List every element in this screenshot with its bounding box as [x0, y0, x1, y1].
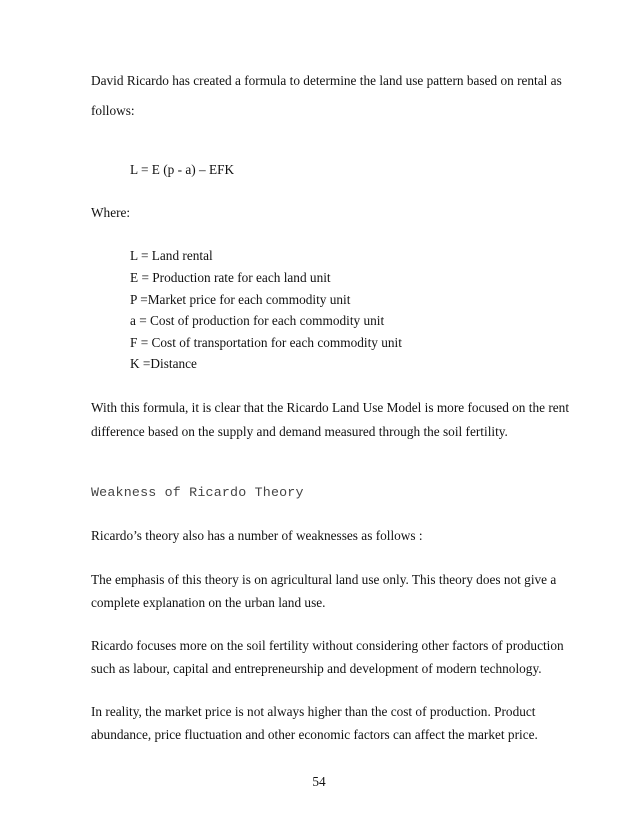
weakness-2-line-2: such as labour, capital and entrepreneurship and development of modern technology.: [91, 661, 542, 676]
weakness-1-line-2: complete explanation on the urban land use.: [91, 595, 326, 610]
definition-item: a = Cost of production for each commodity unit: [130, 313, 385, 328]
conclusion-line-2: difference based on the supply and demand measured through the soil fertility.: [91, 424, 508, 439]
weakness-2-line-1: Ricardo focuses more on the soil fertility without considering other factors of production: [91, 638, 564, 653]
definition-item: P =Market price for each commodity unit: [130, 292, 351, 307]
weakness-3-line-2: abundance, price fluctuation and other economic factors can affect the market price.: [91, 727, 538, 742]
definition-item: F = Cost of transportation for each commodity unit: [130, 335, 402, 350]
definition-item: E = Production rate for each land unit: [130, 270, 331, 285]
weakness-1-line-1: The emphasis of this theory is on agricultural land use only. This theory does not give a: [91, 572, 557, 587]
weakness-intro: Ricardo’s theory also has a number of weaknesses as follows :: [91, 528, 423, 543]
intro-line-1: David Ricardo has created a formula to determine the land use pattern based on rental as: [91, 73, 562, 88]
intro-line-2: follows:: [91, 103, 135, 118]
page-number: 54: [312, 774, 326, 789]
section-heading: Weakness of Ricardo Theory: [91, 485, 304, 500]
definition-item: L = Land rental: [130, 248, 213, 263]
formula: L = E (p - a) – EFK: [130, 162, 235, 177]
weakness-3-line-1: In reality, the market price is not always higher than the cost of production. Product: [91, 704, 536, 719]
conclusion-line-1: With this formula, it is clear that the Ricardo Land Use Model is more focused on the rent: [91, 400, 570, 415]
definition-item: K =Distance: [130, 356, 197, 371]
where-label: Where:: [91, 205, 131, 220]
